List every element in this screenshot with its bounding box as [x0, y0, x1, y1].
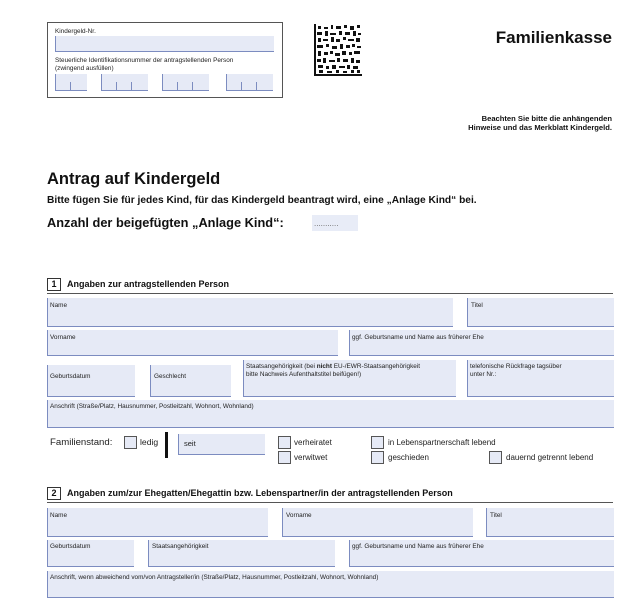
nationality-label-part1: Staatsangehörigkeit (bei — [246, 363, 315, 370]
spouse-title-field[interactable] — [486, 508, 614, 537]
section-1-number: 1 — [47, 278, 61, 291]
status-divider — [165, 432, 168, 458]
attachment-count-dots: ........... — [314, 219, 339, 228]
lebenspartnerschaft-checkbox[interactable] — [371, 436, 384, 449]
instruction-text: Bitte fügen Sie für jedes Kind, für das Kindergeld beantragt wird, eine „Anlage Kind“ bei. — [47, 195, 477, 206]
attachment-count-label: Anzahl der beigefügten „Anlage Kind“: — [47, 215, 284, 230]
section-2-number: 2 — [47, 487, 61, 500]
section-1-rule — [47, 293, 613, 294]
spouse-birth-date-label: Geburtsdatum — [50, 543, 91, 550]
phone-label: telefonische Rückfrage tagsüber — [470, 363, 562, 370]
nationality-label — [246, 363, 420, 370]
spouse-name-label: Name — [50, 512, 68, 519]
spouse-nationality-label: Staatsangehörigkeit — [152, 543, 209, 550]
kindergeld-nr-input[interactable] — [55, 36, 274, 52]
verheiratet-label: verheiratet — [294, 438, 332, 447]
note-line-1: Beachten Sie bitte die anhängenden — [481, 114, 612, 123]
birth-date-field[interactable] — [47, 365, 135, 397]
ledig-checkbox[interactable] — [124, 436, 137, 449]
digit-divider — [70, 82, 71, 90]
tax-id-digit[interactable] — [226, 74, 273, 91]
spouse-title-label: Titel — [490, 512, 502, 519]
birth-name-label: ggf. Geburtsname und Name aus früherer Ehe — [352, 334, 484, 341]
title-label: Titel — [471, 302, 483, 309]
name-label: Name — [50, 302, 68, 309]
tax-id-label-2: (zwingend ausfüllen) — [55, 65, 114, 72]
section-2-title: Angaben zum/zur Ehegatten/Ehegattin bzw. Lebenspartner/in der antragstellenden Person — [67, 488, 453, 498]
nationality-label-2: bitte Nachweis Aufenthaltstitel beifügen!) — [246, 371, 362, 378]
tax-id-digit[interactable] — [162, 74, 209, 91]
datamatrix-code-icon — [314, 24, 362, 76]
tax-id-label: Steuerliche Identifikationsnummer der antragstellenden Person — [55, 57, 234, 64]
nationality-label-part2: EU-/EWR-Staatsangehörigkeit — [333, 363, 421, 370]
geschieden-checkbox[interactable] — [371, 451, 384, 464]
ledig-label: ledig — [140, 437, 159, 447]
section-1-title: Angaben zur antragstellenden Person — [67, 279, 230, 289]
digit-divider — [256, 82, 257, 90]
gender-label: Geschlecht — [154, 373, 186, 380]
nationality-label-nicht: nicht — [316, 363, 332, 370]
geschieden-label: geschieden — [388, 453, 429, 462]
kindergeld-nr-label: Kindergeld-Nr. — [55, 28, 96, 35]
getrennt-checkbox[interactable] — [489, 451, 502, 464]
getrennt-label: dauernd getrennt lebend — [506, 453, 594, 462]
lebenspartnerschaft-label: in Lebenspartnerschaft lebend — [388, 438, 496, 447]
marital-status-label: Familienstand: — [50, 437, 113, 448]
address-label: Anschrift (Straße/Platz, Hausnummer, Postleitzahl, Wohnort, Wohnland) — [50, 403, 254, 410]
tax-id-digit[interactable] — [101, 74, 148, 91]
title-field[interactable] — [467, 298, 614, 327]
digit-divider — [131, 82, 132, 90]
page-title: Antrag auf Kindergeld — [47, 170, 221, 188]
agency-title: Familienkasse — [495, 28, 612, 47]
spouse-name-field[interactable] — [47, 508, 268, 537]
spouse-birth-name-label: ggf. Geburtsname und Name aus früherer Ehe — [352, 543, 484, 550]
digit-divider — [241, 82, 242, 90]
name-field[interactable] — [47, 298, 453, 327]
birth-date-label: Geburtsdatum — [50, 373, 91, 380]
verheiratet-checkbox[interactable] — [278, 436, 291, 449]
tax-id-digit[interactable] — [55, 74, 87, 91]
since-label: seit — [184, 439, 196, 448]
first-name-field[interactable] — [47, 330, 338, 356]
gender-field[interactable] — [150, 365, 231, 397]
digit-divider — [177, 82, 178, 90]
phone-label-2: unter Nr.: — [470, 371, 497, 378]
section-2-rule — [47, 502, 613, 503]
spouse-address-label: Anschrift, wenn abweichend vom/von Antragsteller/in (Straße/Platz, Hausnummer, Postleitzahl, Wohnort, Wohnland) — [50, 574, 379, 581]
spouse-first-name-label: Vorname — [286, 512, 312, 519]
note-line-2: Hinweise und das Merkblatt Kindergeld. — [468, 123, 612, 132]
digit-divider — [192, 82, 193, 90]
digit-divider — [116, 82, 117, 90]
verwitwet-checkbox[interactable] — [278, 451, 291, 464]
verwitwet-label: verwitwet — [294, 453, 328, 462]
first-name-label: Vorname — [50, 334, 76, 341]
